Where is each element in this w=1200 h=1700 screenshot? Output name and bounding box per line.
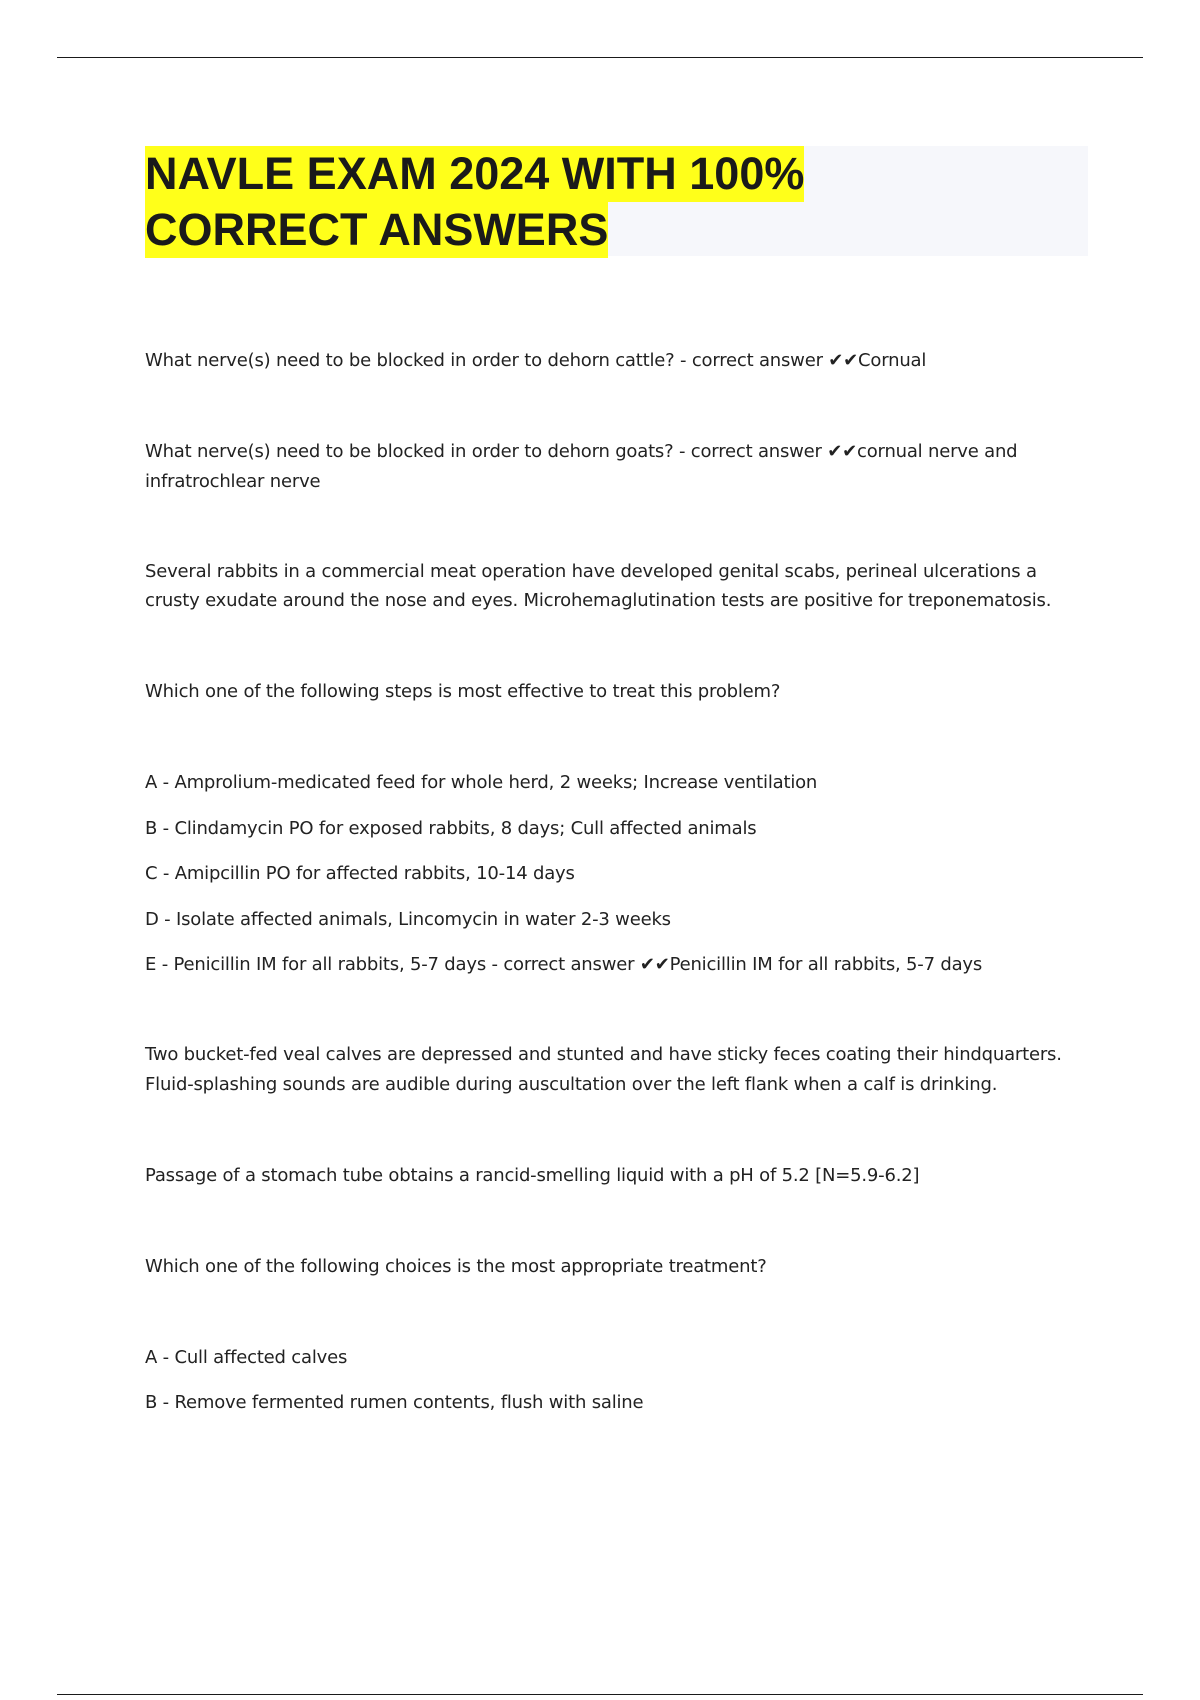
question-3-option-e: E - Penicillin IM for all rabbits, 5-7 days - correct answer ✔✔Penicillin IM for all rabbits, 5-7 days (145, 954, 983, 975)
top-rule (57, 57, 1143, 58)
question-2-line-1: What nerve(s) need to be blocked in order to dehorn goats? - correct answer ✔✔cornual nerve and (145, 441, 1018, 462)
question-4-option-a: A - Cull affected calves (145, 1347, 348, 1368)
document-title (145, 146, 804, 258)
question-4-prompt: Which one of the following choices is the most appropriate treatment? (145, 1256, 767, 1277)
title-line-1: NAVLE EXAM 2024 WITH 100% (145, 146, 804, 202)
question-2-line-2: infratrochlear nerve (145, 471, 321, 492)
question-3-option-a: A - Amprolium-medicated feed for whole herd, 2 weeks; Increase ventilation (145, 772, 818, 793)
question-4-option-b: B - Remove fermented rumen contents, flush with saline (145, 1392, 644, 1413)
question-3-option-b: B - Clindamycin PO for exposed rabbits, 8 days; Cull affected animals (145, 818, 757, 839)
question-3-prompt: Which one of the following steps is most effective to treat this problem? (145, 681, 781, 702)
question-3-option-c: C - Amipcillin PO for affected rabbits, 10-14 days (145, 863, 575, 884)
question-3-line-2: crusty exudate around the nose and eyes. Microhemaglutination tests are positive for treponematosis. (145, 590, 1052, 611)
bottom-rule (57, 1694, 1143, 1695)
question-4-line-2: Fluid-splashing sounds are audible during auscultation over the left flank when a calf is drinking. (145, 1074, 998, 1095)
question-4-line-1: Two bucket-fed veal calves are depressed and stunted and have sticky feces coating their hindquarters. (145, 1044, 1062, 1065)
question-3-option-d: D - Isolate affected animals, Lincomycin in water 2-3 weeks (145, 909, 671, 930)
question-4-detail: Passage of a stomach tube obtains a rancid-smelling liquid with a pH of 5.2 [N=5.9-6.2] (145, 1165, 920, 1186)
title-line-2: CORRECT ANSWERS (145, 202, 608, 258)
question-3-line-1: Several rabbits in a commercial meat operation have developed genital scabs, perineal ulcerations a (145, 561, 1037, 582)
question-1: What nerve(s) need to be blocked in order to dehorn cattle? - correct answer ✔✔Cornual (145, 350, 927, 371)
